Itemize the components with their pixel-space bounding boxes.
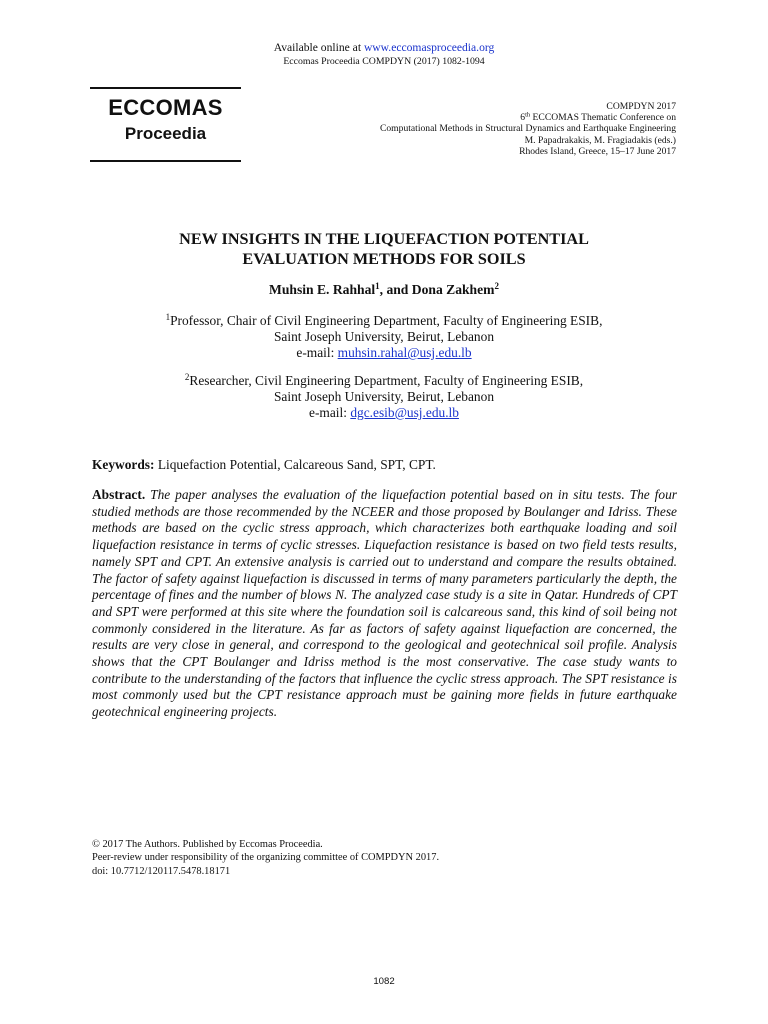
conference-edition (380, 112, 676, 123)
paper-title (0, 229, 768, 269)
keywords-label: Keywords: (92, 457, 155, 472)
affiliation-1 (0, 313, 768, 361)
doi-line: doi: 10.7712/120117.5478.18171 (92, 865, 231, 877)
affiliation-2-line-1: Researcher, Civil Engineering Department, Faculty of Engineering ESIB, (189, 373, 584, 388)
keywords-text: Liquefaction Potential, Calcareous Sand, SPT, CPT. (154, 457, 436, 472)
affiliation-1-line-1: Professor, Chair of Civil Engineering Department, Faculty of Engineering ESIB, (170, 313, 603, 328)
copyright-line: © 2017 The Authors. Published by Eccomas Proceedia. (92, 839, 323, 850)
availability-line (0, 41, 768, 54)
abstract-text: The paper analyses the evaluation of the liquefaction potential based on in situ tests. The four studied methods are those recommended by the NCEER and those proposed by Boulanger and Idriss. These methods are based on the cyclic stress approach, which characterizes both earthquake loading and soil liquefaction resistance in terms of cyclic stresses. Liquefaction resistance is based on two field tests results, namely SPT and CPT. An extensive analysis is carried out to understand and compare the results obtained. The factor of safety against liquefaction is discussed in terms of many parameters particularly the depth, the percentage of fines and the number of blows N. The analyzed case study is a site in Qatar. Hundreds of CPT and SPT were performed at this site where the foundation soil is calcareous sand, this kind of soil being not commonly considered in the literature. As far as factors of safety against liquefaction are concerned, the results are very close in general, and correspond to the geological and geotechnical soil profile. Analysis shows that the CPT Boulanger and Idriss method is the most conservative. The case study wants to contribute to the understanding of the factors that influence the cyclic stress approach. The SPT resistance is most commonly used but the CPT resistance approach must be gaining more fields in future earthquake geotechnical engineering projects. (92, 487, 677, 720)
keywords (92, 457, 677, 473)
availability-prefix: Available online at (273, 41, 364, 54)
affiliation-2-line-2: Saint Joseph University, Beirut, Lebanon (273, 389, 495, 404)
affiliation-2 (0, 373, 768, 421)
peer-review-line: Peer-review under responsibility of the organizing committee of COMPDYN 2017. (92, 852, 440, 864)
author-list (0, 282, 768, 298)
abstract (92, 487, 677, 721)
conference-name: COMPDYN 2017 (606, 101, 676, 112)
author-1-email-link[interactable]: muhsin.rahal@usj.edu.lb (337, 345, 472, 360)
journal-citation: Eccomas Proceedia COMPDYN (2017) 1082-1094 (283, 56, 485, 67)
logo-line-1: ECCOMAS (108, 95, 223, 120)
affiliation-2-email-label: e-mail: (309, 405, 351, 420)
edition-text: ECCOMAS Thematic Conference on (530, 112, 676, 124)
copyright-footer (92, 838, 439, 878)
title-line-1: NEW INSIGHTS IN THE LIQUEFACTION POTENTIAL (179, 230, 589, 248)
author-2-email-link[interactable]: dgc.esib@usj.edu.lb (350, 405, 459, 420)
conference-editors: M. Papadrakakis, M. Fragiadakis (eds.) (524, 134, 676, 146)
edition-suffix: th (525, 111, 531, 119)
author-1: Muhsin E. Rahhal (269, 282, 376, 297)
edition-number: 6 (520, 112, 526, 124)
author-1-marker: 1 (375, 281, 380, 292)
author-2: , and Dona Zakhem (379, 282, 495, 297)
conference-topic: Computational Methods in Structural Dynamics and Earthquake Engineering (379, 123, 676, 135)
affiliation-1-marker: 1 (165, 312, 171, 323)
conference-location: Rhodes Island, Greece, 15–17 June 2017 (519, 145, 676, 157)
affiliation-1-email-label: e-mail: (296, 345, 338, 360)
affiliation-1-line-2: Saint Joseph University, Beirut, Lebanon (273, 329, 495, 344)
journal-website-link[interactable]: www.eccomasproceedia.org (363, 41, 495, 54)
title-line-2: EVALUATION METHODS FOR SOILS (242, 250, 526, 268)
page-number: 1082 (373, 976, 395, 987)
affiliation-2-marker: 2 (184, 372, 190, 383)
abstract-label: Abstract. (92, 487, 146, 502)
eccomas-proceedia-logo (90, 87, 241, 162)
logo-line-2: Proceedia (124, 124, 207, 143)
conference-info (380, 101, 676, 157)
author-2-marker: 2 (494, 281, 499, 292)
